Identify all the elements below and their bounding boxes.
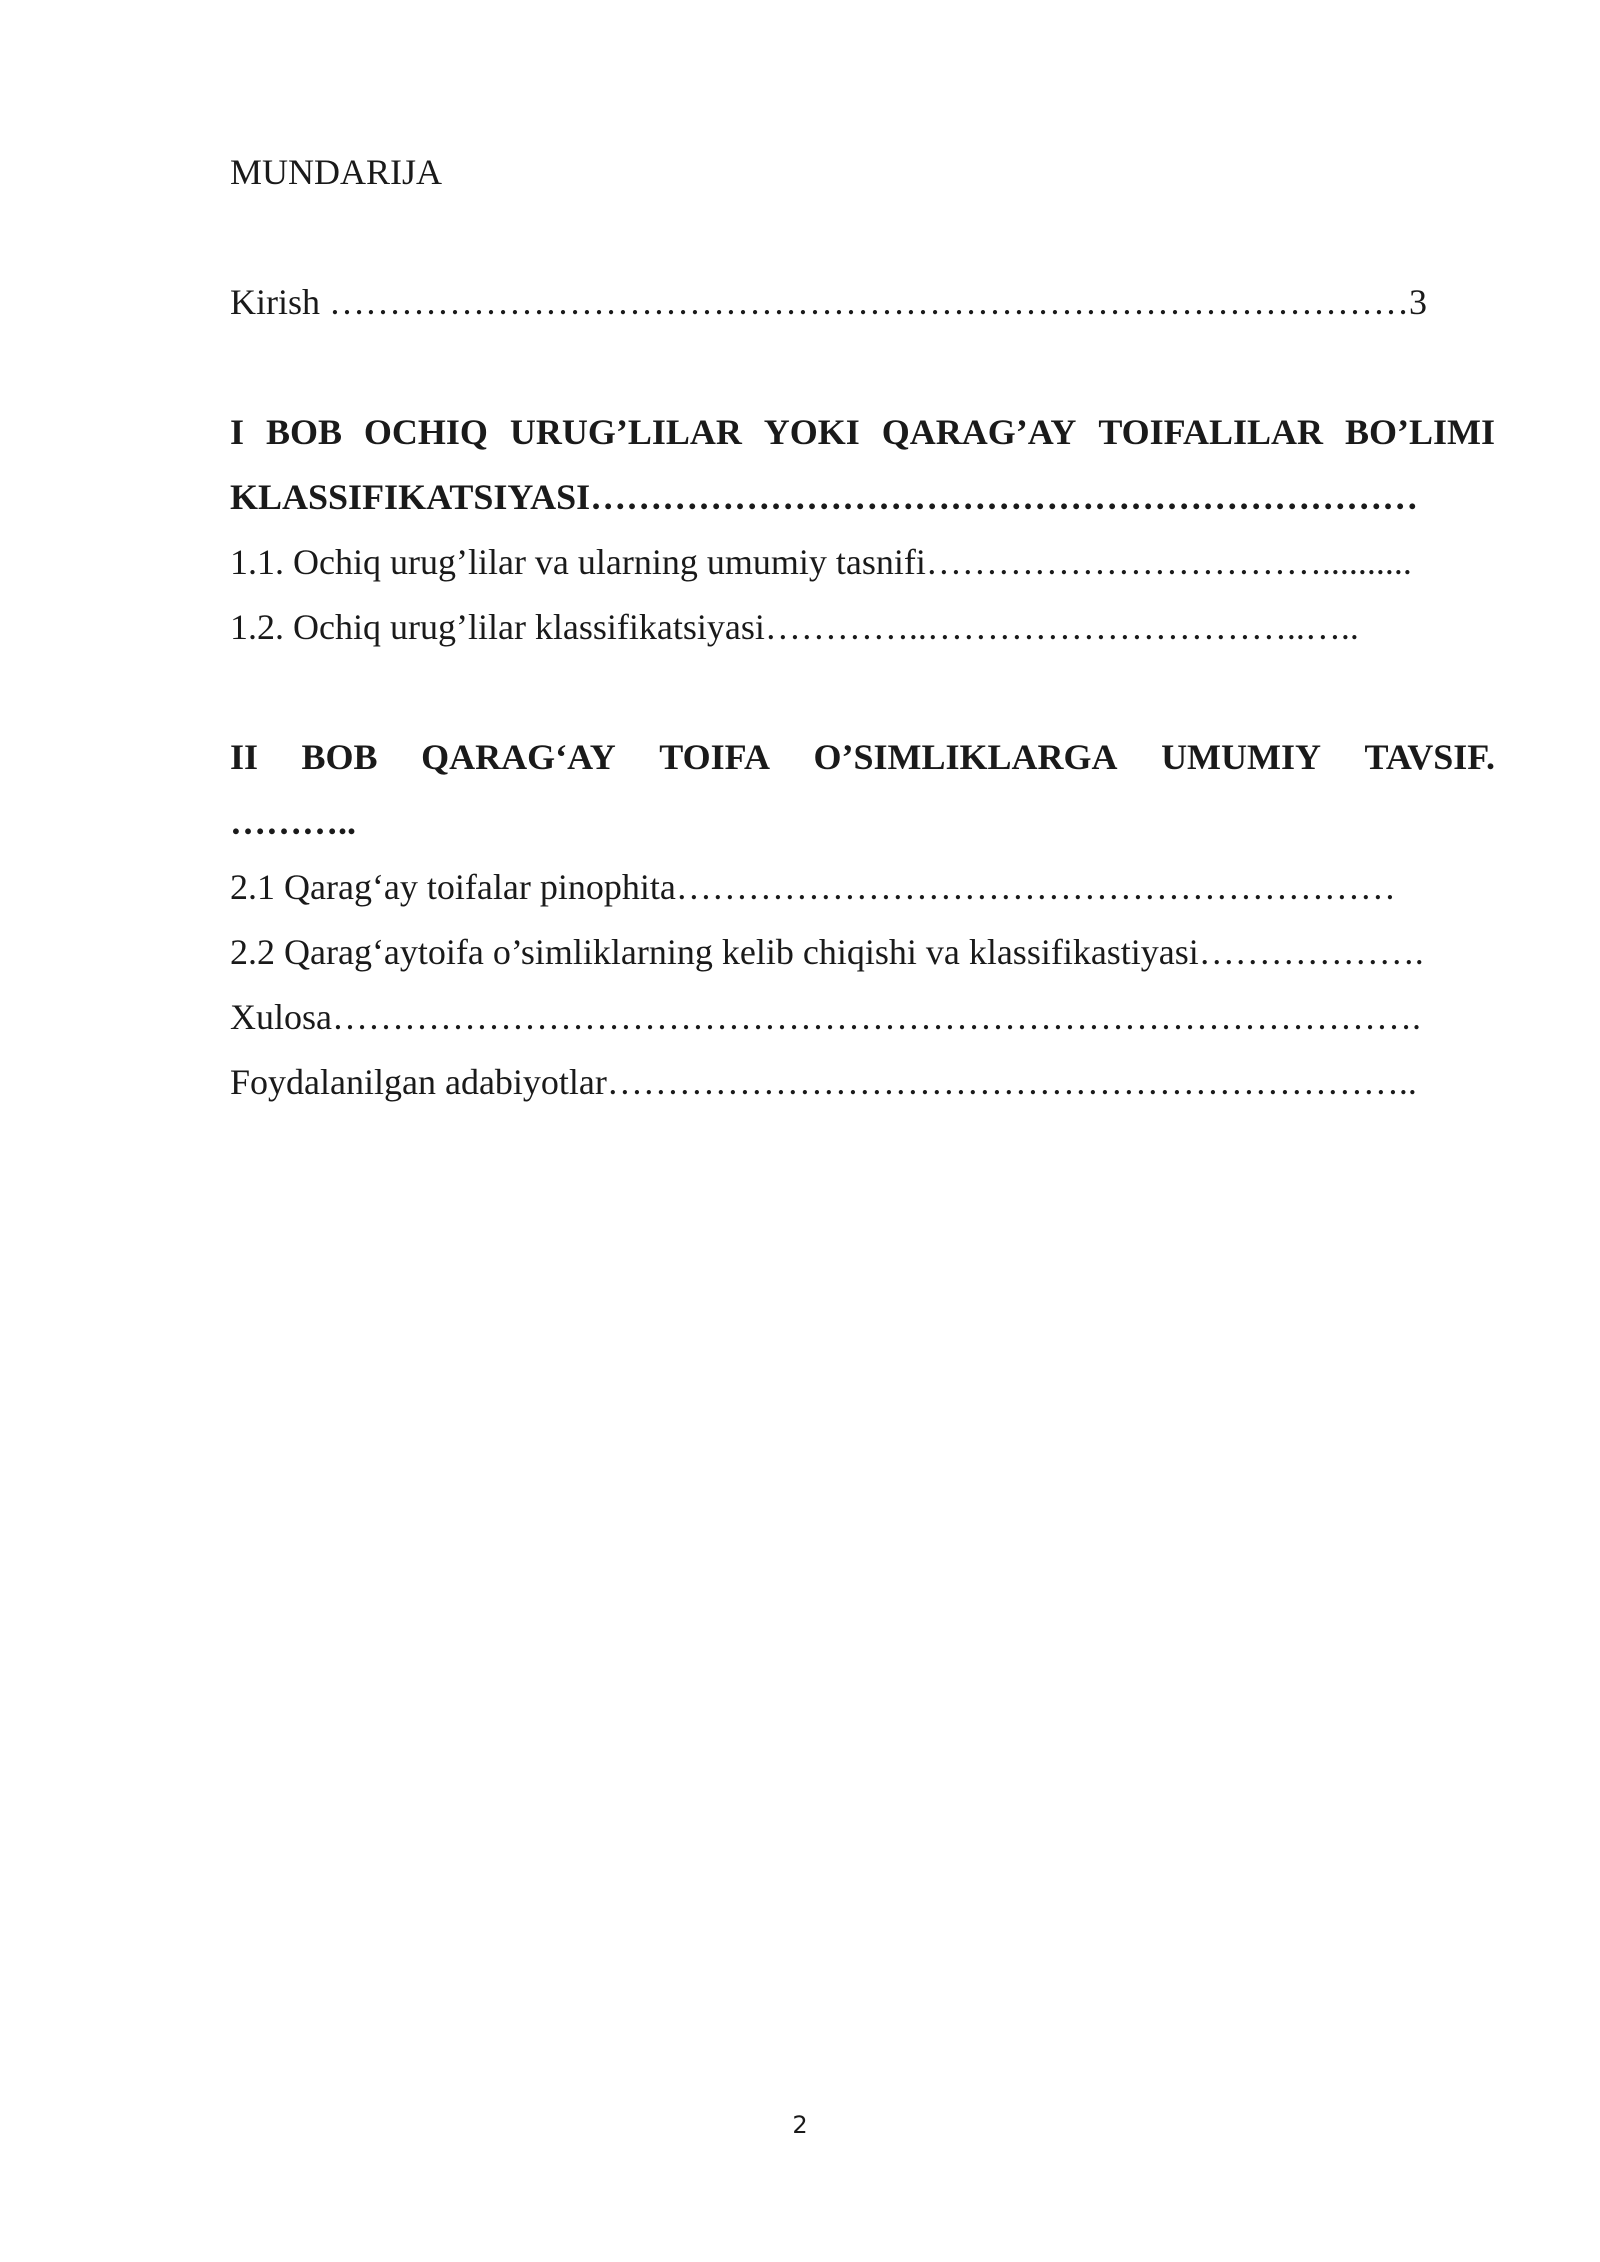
heading-word: BOB: [265, 412, 342, 452]
chapter-2-heading-line-1: [230, 735, 1495, 779]
heading-word: QARAG’AY: [881, 412, 1077, 452]
chapter-1-heading-line-1: [230, 410, 1495, 454]
toc-entry-conclusion: Xulosa……………………………………………………………………………….: [230, 997, 1421, 1037]
heading-word: OCHIQ: [363, 412, 488, 452]
heading-word: UMUMIY: [1161, 737, 1322, 777]
toc-entry-references: Foydalanilgan adabiyotlar…………………………………………………………..: [230, 1062, 1417, 1102]
heading-word: YOKI: [763, 412, 860, 452]
toc-entry-1-2: 1.2. Ochiq urug’lilar klassifikatsiyasi…………..…………………………..…..: [230, 607, 1359, 647]
chapter-1-heading-line-2: KLASSIFIKATSIYASI……………………………………………………………: [230, 477, 1419, 517]
heading-word: QARAG‘AY: [421, 737, 616, 777]
heading-word: I: [230, 412, 245, 452]
heading-word: BO’LIMI: [1344, 412, 1495, 452]
toc-entry-2-1: 2.1 Qarag‘ay toifalar pinophita……………………………………………………: [230, 867, 1396, 907]
heading-word: O’SIMLIKLARGA: [813, 737, 1118, 777]
heading-word: BOB: [301, 737, 378, 777]
heading-word: URUG’LILAR: [509, 412, 742, 452]
heading-word: TAVSIF.: [1364, 737, 1495, 777]
heading-word: TOIFALILAR: [1098, 412, 1324, 452]
heading-word: II: [230, 737, 259, 777]
chapter-2-heading-line-2: ………..: [230, 802, 356, 842]
heading-word: TOIFA: [659, 737, 770, 777]
page-number: 2: [792, 2111, 808, 2139]
toc-entry-intro: Kirish ………………………………………………………………………………3: [230, 282, 1427, 322]
toc-entry-1-1: 1.1. Ochiq urug’lilar va ularning umumiy tasnifi……………………………..........: [230, 542, 1412, 582]
toc-entry-2-2: 2.2 Qarag‘aytoifa o’simliklarning kelib chiqishi va klassifikastiyasi……………….: [230, 932, 1424, 972]
page-title: MUNDARIJA: [230, 152, 443, 192]
